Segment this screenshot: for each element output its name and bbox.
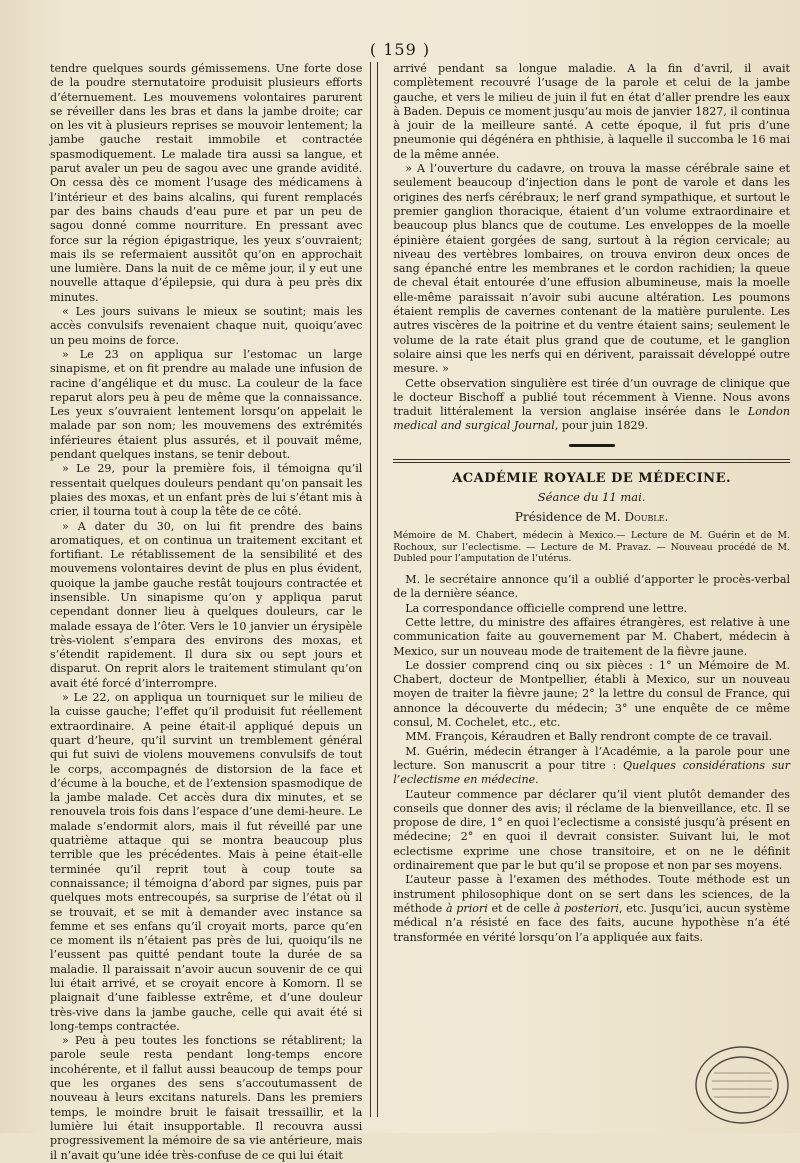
apriori-term: à priori [445, 901, 488, 915]
journal-title: London medical and surgical Journal [393, 405, 790, 433]
paragraph: Le dossier comprend cinq ou six pièces : 1° un Mémoire de M. Chabert, docteur de Montpellier, établi à Mexico, sur un nouveau moyen de traiter la fièvre jaune; 2° la lettre du consul de France, qui annonce la découverte du médecin; 3° une enquête de ce même consul, M. Cochelet, etc., etc. [393, 658, 790, 730]
paragraph: MM. François, Kéraudren et Bally rendront compte de ce travail. [405, 730, 773, 744]
paragraph: M. le secrétaire annonce qu’il a oublié d’apporter le procès-verbal de la dernière séance. [393, 573, 790, 601]
presidency [393, 510, 790, 524]
paragraph: La correspondance officielle comprend une lettre. [405, 601, 688, 615]
president-name: Double. [624, 509, 669, 524]
section-title: ACADÉMIE ROYALE DE MÉDECINE. [452, 470, 731, 486]
column-rule [370, 62, 378, 1117]
method-text: , etc. Jusqu’ici, aucun système médical n’a résisté en face des faits, aucune hypothèse n’a été transformée en vérité lorsqu’on l’a appliquée aux faits. [393, 901, 790, 944]
guerin-text: M. Guérin, médecin étranger à l’Académie, a la parole pour une lecture. Son manuscrit a pour titre : [393, 744, 790, 772]
session-date: Séance du 11 mai. [537, 489, 646, 504]
paragraph: tendre quelques sourds gémissemens. Une forte dose de la poudre sternutatoire produisit plusieurs efforts d’éternuement. Les mouvemens volontaires parurent se réveiller dans les bras et dans la jambe droite; car on les vit à plusieurs reprises se mouvoir lentement; la jambe gauche restait immobile et contractée spasmodiquement. Le malade tira aussi sa langue, et parut avaler un peu de sagou avec une grande avidité. On cessa dès ce moment l’usage des médicamens à l’intérieur et des bains alcalins, qui furent remplacés par des bains chauds d’eau pure et par un peu de sagou donné comme nourriture. En pressant avec force sur la région épigastrique, les yeux s’ouvraient; mais ils se refermaient aussitôt qu’on en approchait une lumière. Dans la nuit de ce même jour, il y eut une nouvelle attaque d’épilepsie, qui dura à peu près dix minutes. [50, 62, 363, 304]
method-text: L’auteur passe à l’examen des méthodes. Toute méthode est un instrument philosophique dont on se sert dans les sciences, de la méthode [393, 873, 790, 915]
paragraph: Cette lettre, du ministre des affaires étrangères, est relative à une communication faite au gouvernement par M. Chabert, médecin à Mexico, sur un nouveau mode de traitement de la fièvre jaune. [393, 616, 790, 658]
section-rule [393, 459, 790, 463]
right-column [383, 62, 790, 1117]
paragraph: L’auteur commence par déclarer qu’il vient plutôt demander des conseils que donner des avis; il réclame de la bienveillance, etc. Il se propose de dire, 1° en quoi l’eclectisme a consisté jusqu’à présent en médecine; 2° en quoi il devrait consister. Suivant lui, le mot eclectisme exprime une chose transitoire, et on ne le définit ordinairement que par le but qu’il se propose et non par ses moyens. [393, 787, 790, 873]
paragraph: » Le 23 on appliqua sur l’estomac un large sinapisme, et on fit prendre au malade une infusion de racine d’angélique et du musc. La couleur de la face reparut alors peu à peu de même que la connaissance. Les yeux s’ouvraient lentement lorsqu’on appelait le malade par son nom; les mouvemens des extrémités inférieures étaient plus assurés, et il pouvait même, pendant quelques instans, se tenir debout. [50, 347, 363, 462]
observation-text-end: , pour juin 1829. [554, 419, 649, 433]
guerin-paragraph [393, 745, 790, 788]
paragraph: « Les jours suivans le mieux se soutint; mais les accès convulsifs revenaient chaque nuit, quoiqu’avec un peu moins de force. [50, 305, 363, 347]
paragraph: » A dater du 30, on lui fit prendre des bains aromatiques, et on continua un traitement excitant et fortifiant. Le rétablissement de la sensibilité et des mouvemens volontaires devint de plus en plus évident, quoique la jambe gauche restât toujours contractée et insensible. Un sinapisme qu’on y appliqua parut cependant donner lieu à quelques douleurs, car le malade essaya de l’ôter. Vers le 10 janvier un érysipèle très-violent s’empara des environs des moxas, et s’étendit rapidement. Il dura six ou sept jours et disparut. On reprit alors le traitement stimulant qu’on avait été forcé d’interrompre. [50, 519, 363, 690]
library-stamp-icon [684, 1029, 792, 1125]
paragraph: » Peu à peu toutes les fonctions se rétablirent; la parole seule resta pendant long-temps encore incohérente, et il fallut aussi beaucoup de temps pour que les organes des sens s’accoutumassent de nouveau à leurs excitans naturels. Dans les premiers temps, le moindre bruit le faisait tressaillir, et la lumière lui était insupportable. Il recouvra aussi progressivement la mémoire de sa vie antérieure, mais il n’avait qu’une idée très-confuse de ce qui lui était [50, 1034, 363, 1162]
aposteriori-term: à posteriori [553, 901, 619, 915]
observation-text: Cette observation singulière est tirée d’un ouvrage de clinique que le docteur Bischoff a publié tout récemment à Vienne. Nous avons traduit littéralement la version anglaise insérée dans le [393, 376, 790, 419]
method-text: et de celle [487, 901, 554, 915]
method-paragraph [393, 873, 790, 944]
session-agenda: Mémoire de M. Chabert, médecin à Mexico.— Lecture de M. Guérin et de M. Rochoux, sur l’eclectisme. — Lecture de M. Pravaz. — Nouveau procédé de M. Dubled pour l’amputation de l’utérus. [393, 529, 790, 565]
page-number: ( 159 ) [369, 40, 431, 59]
paragraph: arrivé pendant sa longue maladie. A la fin d’avril, il avait complètement recouvré l’usage de la parole et celui de la jambe gauche, et vers le milieu de juin il fut en état d’aller prendre les eaux à Baden. Depuis ce moment jusqu’au mois de janvier 1827, il continua à jouir de la meilleure santé. A cette époque, il fut pris d’une pneumonie qui dégénéra en phthisie, à laquelle il succomba le 16 mai de la même année. [393, 62, 790, 161]
paragraph: » Le 29, pour la première fois, il témoigna qu’il ressentait quelques douleurs pendant qu’on pansait les plaies des moxas, et un enfant près de lui s’étant mis à crier, il tourna tout à coup la tête de ce côté. [50, 462, 363, 519]
manuscript-title: Quelques considérations sur l’eclectisme en médecine. [393, 758, 791, 787]
paragraph: » A l’ouverture du cadavre, on trouva la masse cérébrale saine et seulement beaucoup d’injection dans le pont de varole et dans les origines des nerfs cérébraux; le nerf grand sympathique, et surtout le premier ganglion thoracique, étaient d’un volume extraordinaire et beaucoup plus blancs que de coutume. Les enveloppes de la moelle épinière étaient gorgées de sang, surtout à la région cervicale; au niveau des vertèbres lombaires, on trouva environ deux onces de sang épanché entre les membranes et le cordon rachidien; la queue de cheval était entourée d’une effusion albumineuse, mais la moelle elle-même paraissait n’avoir subi aucune altération. Les poumons étaient remplis de cavernes contenant de la matière purulente. Les autres viscères de la poitrine et du ventre étaient sains; seulement le volume de la rate était plus grand que de coutume, et le ganglion solaire ainsi que les nerfs qui en dérivent, paraissait développé outre mesure. » [393, 162, 790, 376]
columns [50, 62, 791, 1162]
presidency-label: Présidence de M. [514, 509, 621, 524]
left-column [50, 62, 363, 1162]
ornament-separator [393, 440, 790, 451]
paragraph: » Le 22, on appliqua un tourniquet sur le milieu de la cuisse gauche; l’effet qu’il produisit fut réellement extraordinaire. A peine était-il appliqué depuis un quart d’heure, qu’il survint un tremblement général qui fut suivi de violens mouvemens convulsifs de tout le corps, accompagnés de distorsion de la face et d’écume à la bouche, et de l’extension spasmodique de la jambe malade. Cet accès dura dix minutes, et se renouvela trois fois dans l’espace d’une demi-heure. Le malade s’endormit alors, mais il fut réveillé par une quatrième attaque qui se montra beaucoup plus terrible que les précédentes. Mais à peine était-elle terminée qu’il reprit tout à coup toute sa connaissance; il témoigna d’abord par signes, puis par quelques mots entrecoupés, sa surprise de l’état où il se trouvait, et se mit à demander avec instance sa femme et ses enfans qu’il croyait morts, parce qu’en ce moment ils n’étaient pas près de lui, quoiqu’ils ne l’eussent pas quitté pendant toute la durée de sa maladie. Il paraissait n’avoir aucun souvenir de ce qui lui était arrivé, et se croyait encore à Komorn. Il se plaignait d’une faiblesse extrême, et d’une douleur très-vive dans la jambe gauche, celle qui avait été si long-temps contractée. [50, 691, 363, 1033]
observation-paragraph [393, 377, 790, 434]
